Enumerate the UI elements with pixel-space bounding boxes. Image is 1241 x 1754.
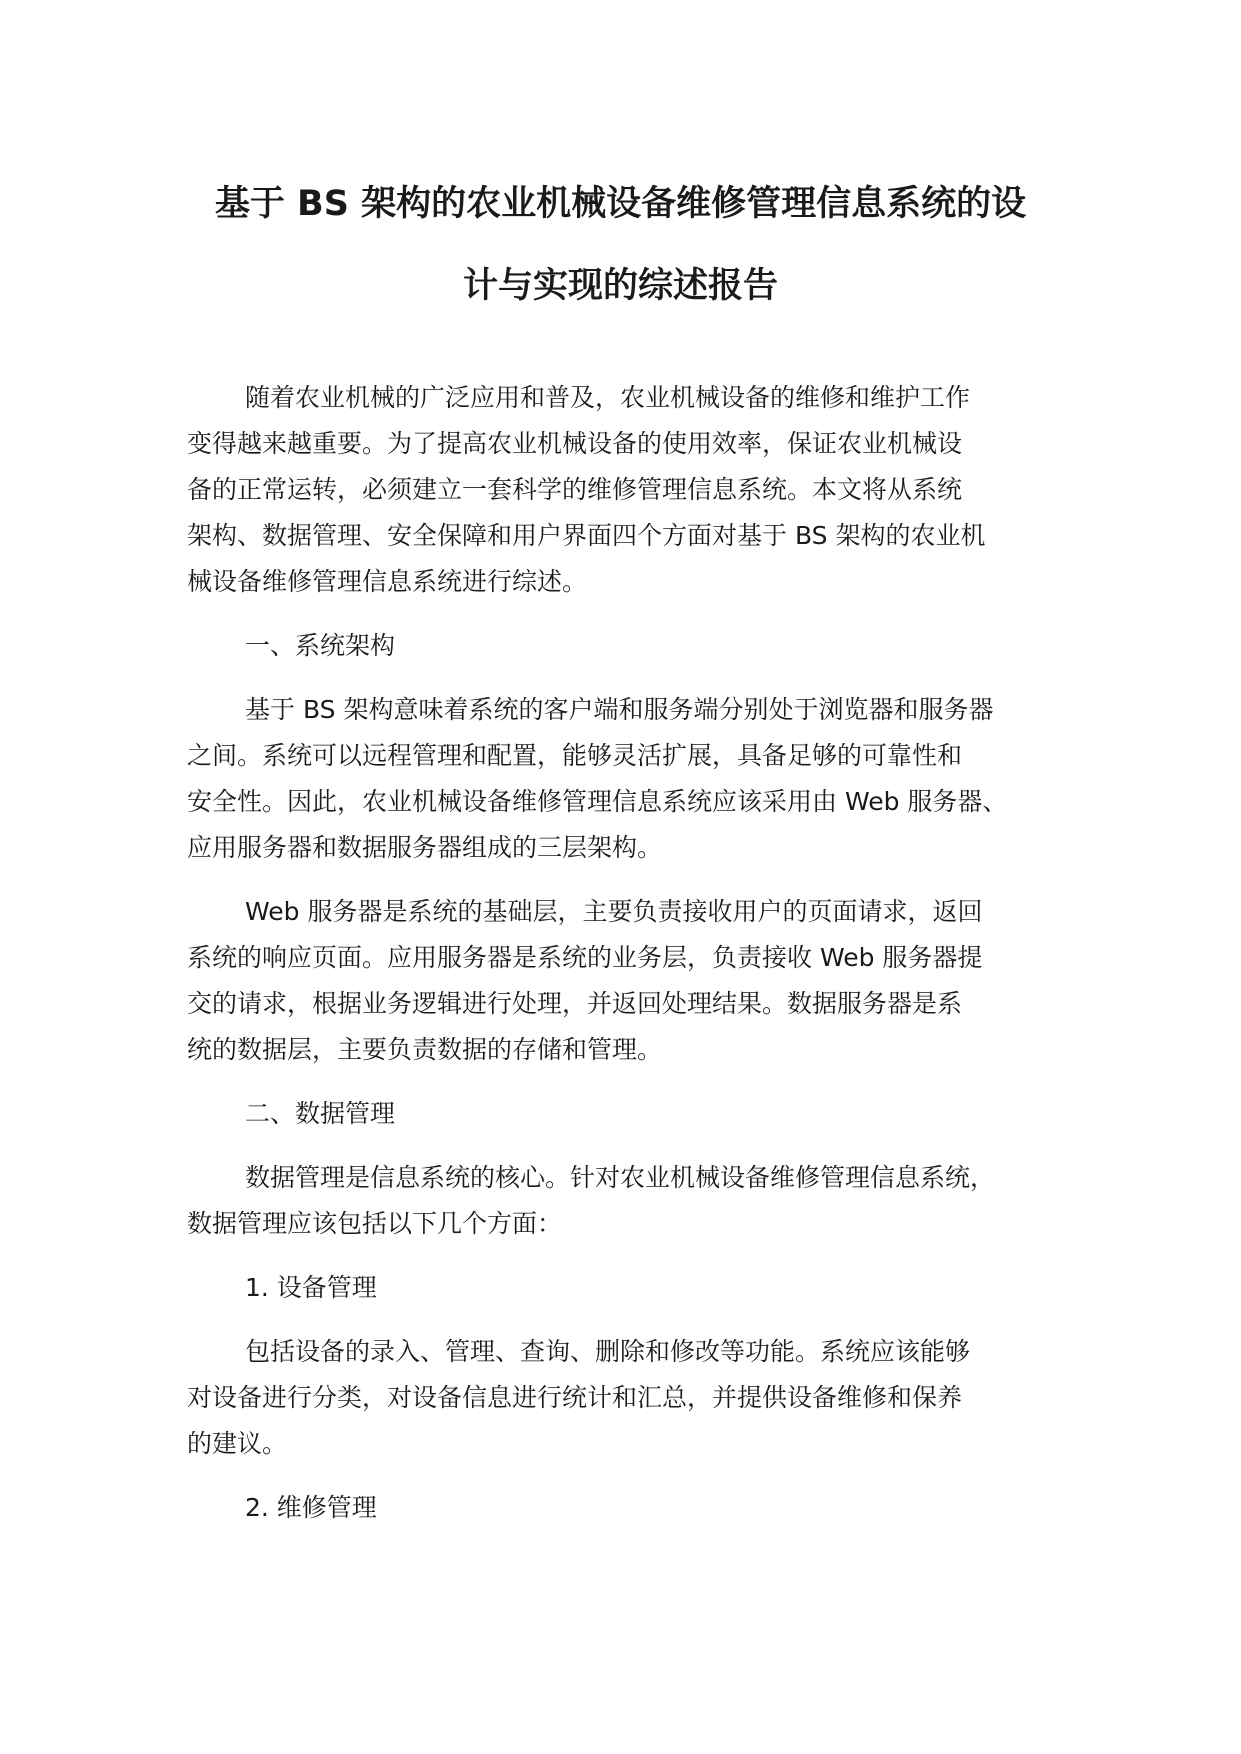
paragraph-line: 备的正常运转，必须建立一套科学的维修管理信息系统。本文将从系统	[187, 475, 963, 504]
document-title-line-2: 计与实现的综述报告	[462, 266, 778, 306]
paragraph-line: 交的请求，根据业务逻辑进行处理，并返回处理结果。数据服务器是系	[187, 989, 963, 1018]
paragraph-line: 安全性。因此，农业机械设备维修管理信息系统应该采用由 Web 服务器、	[187, 787, 1008, 816]
paragraph-line: 架构、数据管理、安全保障和用户界面四个方面对基于 BS 架构的农业机	[187, 521, 986, 550]
paragraph-server-layers	[187, 889, 1087, 1073]
paragraph-line: 基于 BS 架构意味着系统的客户端和服务端分别处于浏览器和服务器	[245, 695, 994, 724]
paragraph-line: 应用服务器和数据服务器组成的三层架构。	[187, 833, 663, 862]
document-body	[187, 375, 1087, 1549]
document-title-line-1: 基于 BS 架构的农业机械设备维修管理信息系统的设	[214, 184, 1027, 224]
paragraph-line: 统的数据层，主要负责数据的存储和管理。	[187, 1035, 663, 1064]
paragraph-line: 随着农业机械的广泛应用和普及，农业机械设备的维修和维护工作	[245, 383, 971, 412]
paragraph-data-management	[187, 1155, 1087, 1247]
paragraph-line: 数据管理应该包括以下几个方面：	[187, 1209, 563, 1238]
section-heading-system-architecture: 一、系统架构	[245, 631, 396, 660]
paragraph-line: 系统的响应页面。应用服务器是系统的业务层，负责接收 Web 服务器提	[187, 943, 983, 972]
paragraph-line: 包括设备的录入、管理、查询、删除和修改等功能。系统应该能够	[245, 1337, 971, 1366]
paragraph-line: 数据管理是信息系统的核心。针对农业机械设备维修管理信息系统，	[245, 1163, 996, 1192]
paragraph-line: 的建议。	[187, 1429, 288, 1458]
paragraph-line: 之间。系统可以远程管理和配置，能够灵活扩展，具备足够的可靠性和	[187, 741, 963, 770]
paragraph-bs-architecture	[187, 687, 1087, 871]
subsection-heading-equipment-management: 1. 设备管理	[245, 1273, 377, 1302]
paragraph-introduction	[187, 375, 1087, 605]
paragraph-line: 对设备进行分类，对设备信息进行统计和汇总，并提供设备维修和保养	[187, 1383, 963, 1412]
subsection-heading-maintenance-management: 2. 维修管理	[245, 1493, 377, 1522]
paragraph-line: Web 服务器是系统的基础层，主要负责接收用户的页面请求，返回	[245, 897, 983, 926]
paragraph-line: 变得越来越重要。为了提高农业机械设备的使用效率，保证农业机械设	[187, 429, 963, 458]
paragraph-line: 械设备维修管理信息系统进行综述。	[187, 567, 588, 596]
section-heading-data-management: 二、数据管理	[245, 1099, 396, 1128]
paragraph-equipment-management	[187, 1329, 1087, 1467]
